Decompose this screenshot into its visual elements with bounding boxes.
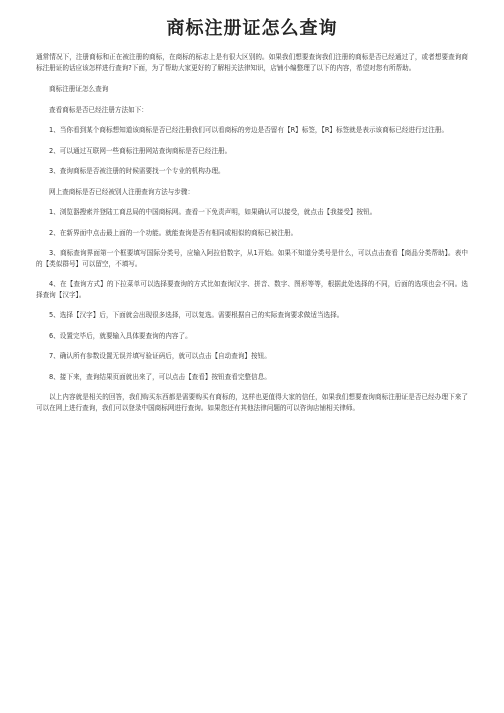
online-step-5: 5、选择【汉字】后，下面就会出现很多选择，可以复选。需要根据自己的实际查询要求做适当选择。 bbox=[49, 311, 344, 319]
method-step-2: 2、可以通过互联网一些商标注册网站查询商标是否已经注册。 bbox=[49, 146, 232, 155]
online-step-3: 3、商标查询界面第一个框要填写国际分类号，应输入阿拉伯数字，从1开始。如果不知道分类号是什么，可以点击查看【商品分类帮助】。表中的【类似群号】可以留空，不填写。 bbox=[36, 249, 468, 268]
method-step-1: 1、当你看到某个商标想知道该商标是否已经注册我们可以看商标的旁边是否留有【R】标签，【R】标签就是表示该商标已经进行过注册。 bbox=[49, 126, 449, 134]
document-body bbox=[36, 52, 468, 423]
conclusion-paragraph: 以上内容就是相关的回答，我们购买东西都是需要购买有商标的，这样也更值得大家的信任，如果我们想要查询商标注册证是否已经办理下来了可以在网上进行查询，我们可以登录中国商标网进行查询。如果您还有其他法律问题的可以咨询店铺相关律师。 bbox=[36, 393, 468, 412]
section-heading-paragraph: 商标注册证怎么查询 bbox=[49, 85, 109, 93]
online-step-7: 7、确认所有参数设置无误并填写验证码后，就可以点击【自动查询】按钮。 bbox=[49, 352, 271, 360]
online-step-2: 2、在新界面中点击最上面的一个功能。就能查询是否有相同或相似的商标已被注册。 bbox=[49, 228, 298, 237]
method-intro-paragraph: 查看商标是否已经注册方法如下： bbox=[49, 105, 148, 114]
online-step-4: 4、在【查询方式】的下拉菜单可以选择要查询的方式比如查询汉字、拼音、数字、图形等等，根据此处选择的不同，后面的选项也会不同。选择查询【汉字】。 bbox=[36, 280, 468, 299]
document-title: 商标注册证怎么查询 bbox=[166, 18, 338, 39]
online-step-8: 8、接下来，查询结果页面就出来了，可以点击【查看】按钮查看完整信息。 bbox=[49, 372, 271, 381]
intro-paragraph: 通常情况下，注册商标和正在被注册的商标，在商标的标志上是有很大区别的。如果我们想要查询我们注册的商标是否已经通过了，或者想要查询商标注册证的话应该怎样进行查询?下面，为了帮助大家更好的了解相关法律知识，店铺小编整理了以下的内容，希望对您有所帮助。 bbox=[36, 53, 468, 72]
online-step-6: 6、设置完毕后，就要输入具体要查询的内容了。 bbox=[49, 331, 192, 340]
method-step-3: 3、查询商标是否被注册的时候需要找一个专业的机构办理。 bbox=[49, 167, 225, 175]
online-step-1: 1、浏览器搜索并登陆工商总局的中国商标网。查看一下免责声明，如果确认可以接受，就点击【我接受】按钮。 bbox=[49, 208, 377, 216]
online-steps-intro: 网上查商标是否已经被别人注册查询方法与步骤： bbox=[49, 187, 195, 196]
